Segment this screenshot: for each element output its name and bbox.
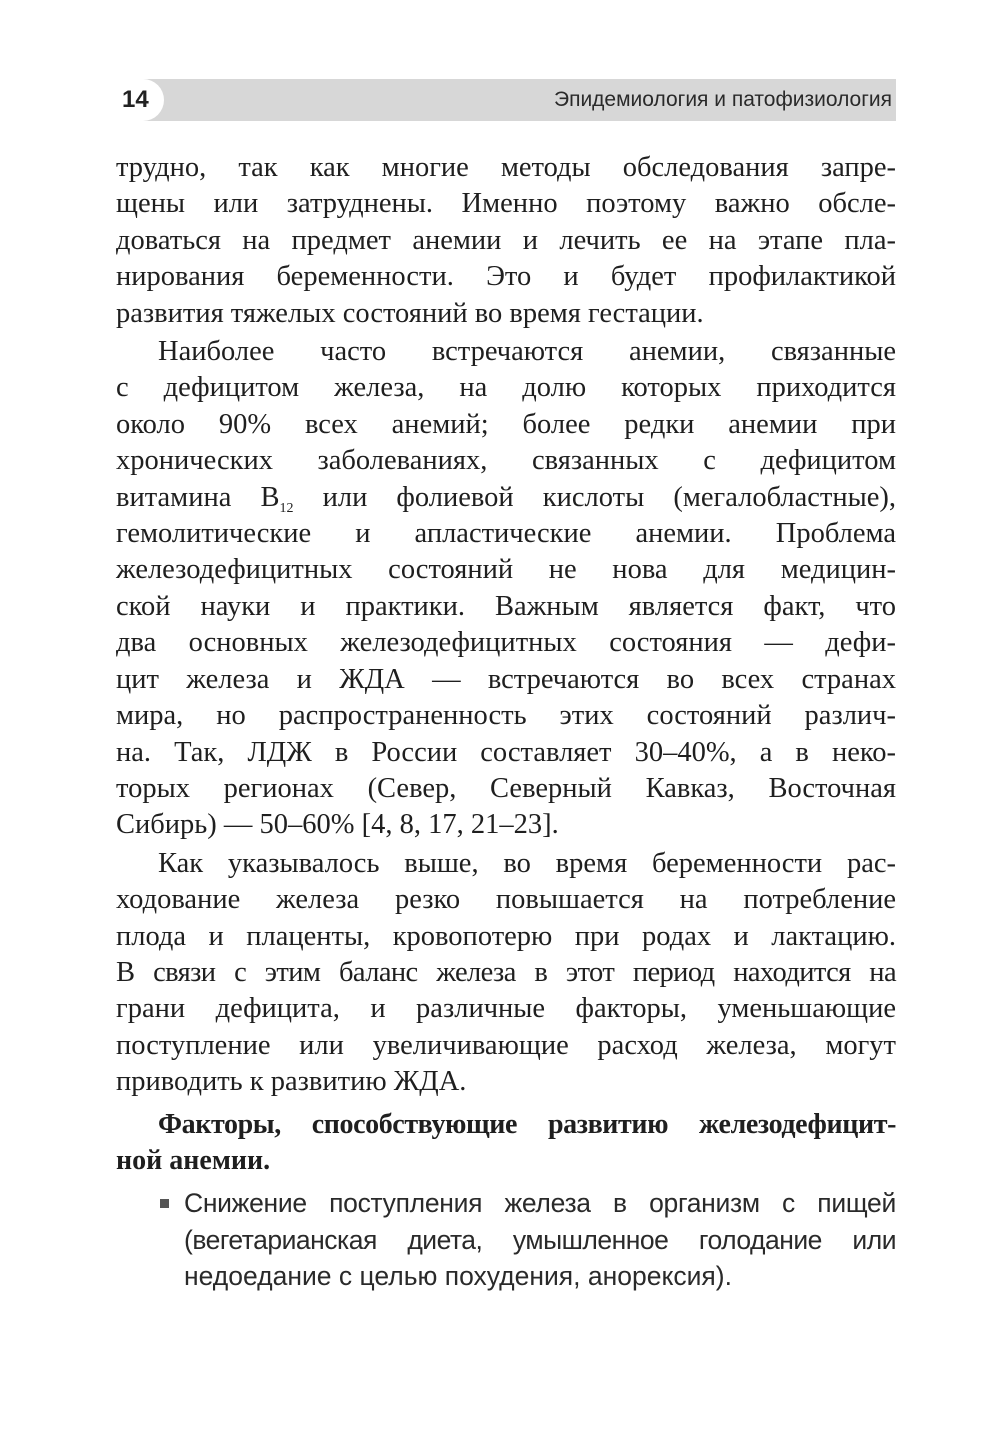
text-line: В связи с этим баланс железа в этот период находится на [116,956,896,988]
text-line: поступление или увеличивающие расход железа, могут [116,1029,896,1061]
text-line: Как указывалось выше, во время беременности рас- [158,847,896,879]
text-line: около 90% всех анемий; более редки анемии при [116,408,896,440]
page-body [116,150,896,1295]
text-line: на. Так, ЛДЖ в России составляет 30–40%, а в неко- [116,736,896,768]
paragraph-1 [116,150,896,332]
text-line: ходование железа резко повышается на потребление [116,884,896,916]
text-line: нирования беременности. Это и будет профилактикой [116,261,896,293]
text-line: Наиболее часто встречаются анемии, связанные [158,336,896,368]
text-line: трудно, так как многие методы обследования запре- [116,152,896,183]
paragraph-2 [116,334,896,844]
text-line: плода и плаценты, кровопотерю при родах и лактацию. [116,920,896,952]
text-line: грани дефицита, и различные факторы, уменьшающие [116,993,896,1025]
text-line: приводить к развитию ЖДА. [116,1066,467,1098]
list-item [116,1185,896,1294]
heading-line: ной анемии. [116,1144,271,1176]
heading-line: Факторы, способствующие развитию железодефицит- [158,1108,896,1140]
text-line: Снижение поступления железа в организм с пищей [184,1188,896,1219]
text-line: Сибирь) — 50–60% [4, 8, 17, 21–23]. [116,809,559,841]
text-line: гемолитические и апластические анемии. Проблема [116,518,896,550]
text-line-vitamin [116,480,896,516]
text-line: ской науки и практики. Важным является факт, что [116,590,896,622]
page-number: 14 [112,79,164,121]
text-line: недоедание с целью похудения, анорексия). [184,1261,732,1292]
text-line: торых регионах (Север, Северный Кавказ, Восточная [116,772,896,804]
text-fragment: витамина B [116,481,280,513]
text-line: щены или затруднены. Именно поэтому важно обсле- [116,188,896,220]
section-heading [116,1107,896,1180]
text-line: мира, но распространенность этих состояний различ- [116,700,896,732]
running-title: Эпидемиология и патофизиология [553,88,892,111]
text-line: с дефицитом железа, на долю которых приходится [116,372,896,404]
factor-list [116,1185,896,1294]
square-bullet-icon [160,1199,169,1208]
text-fragment: или фолиевой кислоты (мегалобластные), [293,481,897,513]
text-line: доваться на предмет анемии и лечить ее на этапе пла- [116,224,896,256]
paragraph-3 [116,846,896,1101]
text-line: железодефицитных состояний не нова для медицин- [116,554,896,586]
text-line: (вегетарианская диета, умышленное голодание или [184,1224,896,1255]
text-line: хронических заболеваниях, связанных с дефицитом [116,445,896,477]
text-line: два основных железодефицитных состояния — дефи- [116,627,896,659]
text-line: цит железа и ЖДА — встречаются во всех странах [116,663,896,695]
subscript-12: 12 [279,500,294,516]
text-line: развития тяжелых состояний во время гестации. [116,297,704,329]
